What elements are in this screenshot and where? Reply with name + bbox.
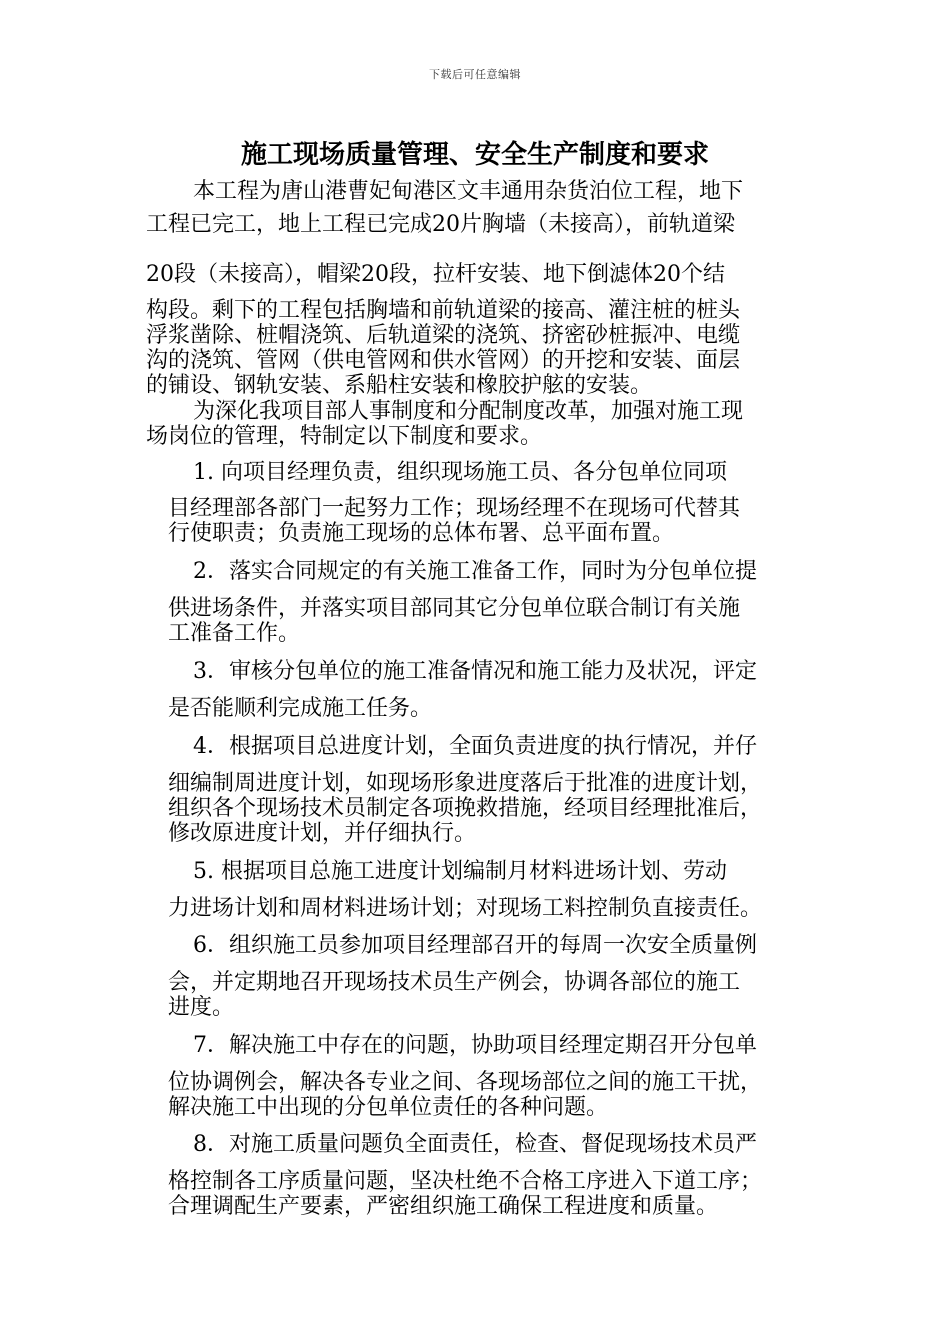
list-item-line: 格控制各工序质量问题，坚决杜绝不合格工序进入下道工序； bbox=[168, 1169, 763, 1194]
text-line: 的铺设、钢轨安装、系船柱安装和橡胶护舷的安装。 bbox=[146, 373, 653, 398]
list-item-line: 7．解决施工中存在的问题，协助项目经理定期召开分包单 bbox=[193, 1033, 757, 1058]
list-item-line: 行使职责；负责施工现场的总体布署、总平面布置。 bbox=[168, 521, 675, 546]
text-line: 20段（未接高），帽梁20段，拉杆安装、地下倒滤体20个结 bbox=[146, 262, 725, 287]
header-note: 下载后可任意编辑 bbox=[429, 68, 521, 81]
list-item-line: 解决施工中出现的分包单位责任的各种问题。 bbox=[168, 1095, 609, 1120]
list-item-line: 4．根据项目总进度计划，全面负责进度的执行情况，并仔 bbox=[193, 734, 757, 759]
list-item-line: 进度。 bbox=[168, 995, 235, 1020]
list-item-line: 供进场条件，并落实项目部同其它分包单位联合制订有关施 bbox=[168, 596, 741, 621]
list-item-line: 会，并定期地召开现场技术员生产例会，协调各部位的施工 bbox=[168, 970, 741, 995]
text-line: 为深化我项目部人事制度和分配制度改革，加强对施工现 bbox=[193, 399, 744, 424]
text-line: 场岗位的管理，特制定以下制度和要求。 bbox=[146, 424, 543, 449]
list-item-line: 2．落实合同规定的有关施工准备工作，同时为分包单位提 bbox=[193, 559, 757, 584]
list-item-line: 6．组织施工员参加项目经理部召开的每周一次安全质量例 bbox=[193, 933, 757, 958]
list-item-line: 8．对施工质量问题负全面责任，检查、督促现场技术员严 bbox=[193, 1132, 757, 1157]
text-line: 沟的浇筑、管网（供电管网和供水管网）的开挖和安装、面层 bbox=[146, 348, 741, 373]
list-item-line: 5. 根据项目总施工进度计划编制月材料进场计划、劳动 bbox=[193, 859, 727, 884]
document-title: 施工现场质量管理、安全生产制度和要求 bbox=[240, 140, 709, 170]
list-item-line: 合理调配生产要素，严密组织施工确保工程进度和质量。 bbox=[168, 1194, 719, 1219]
text-line: 构段。剩下的工程包括胸墙和前轨道梁的接高、灌注桩的桩头 bbox=[146, 298, 741, 323]
list-item-line: 工准备工作。 bbox=[168, 621, 301, 646]
list-item-line: 是否能顺利完成施工任务。 bbox=[168, 696, 433, 721]
text-line: 浮浆凿除、桩帽浇筑、后轨道梁的浇筑、挤密砂桩振冲、电缆 bbox=[146, 323, 741, 348]
list-item-line: 细编制周进度计划，如现场形象进度落后于批准的进度计划， bbox=[168, 771, 763, 796]
list-item-line: 目经理部各部门一起努力工作；现场经理不在现场可代替其 bbox=[168, 496, 741, 521]
list-item-line: 力进场计划和周材料进场计划；对现场工料控制负直接责任。 bbox=[168, 896, 763, 921]
list-item-line: 组织各个现场技术员制定各项挽救措施，经项目经理批准后， bbox=[168, 796, 763, 821]
list-item-line: 位协调例会，解决各专业之间、各现场部位之间的施工干扰， bbox=[168, 1070, 763, 1095]
text-line: 本工程为唐山港曹妃甸港区文丰通用杂货泊位工程，地下 bbox=[193, 179, 744, 204]
text-line: 工程已完工，地上工程已完成20片胸墙（未接高），前轨道梁 bbox=[146, 212, 735, 237]
list-item-line: 3．审核分包单位的施工准备情况和施工能力及状况，评定 bbox=[193, 659, 757, 684]
list-item-line: 修改原进度计划，并仔细执行。 bbox=[168, 821, 477, 846]
list-item-line: 1. 向项目经理负责，组织现场施工员、各分包单位同项 bbox=[193, 460, 727, 485]
